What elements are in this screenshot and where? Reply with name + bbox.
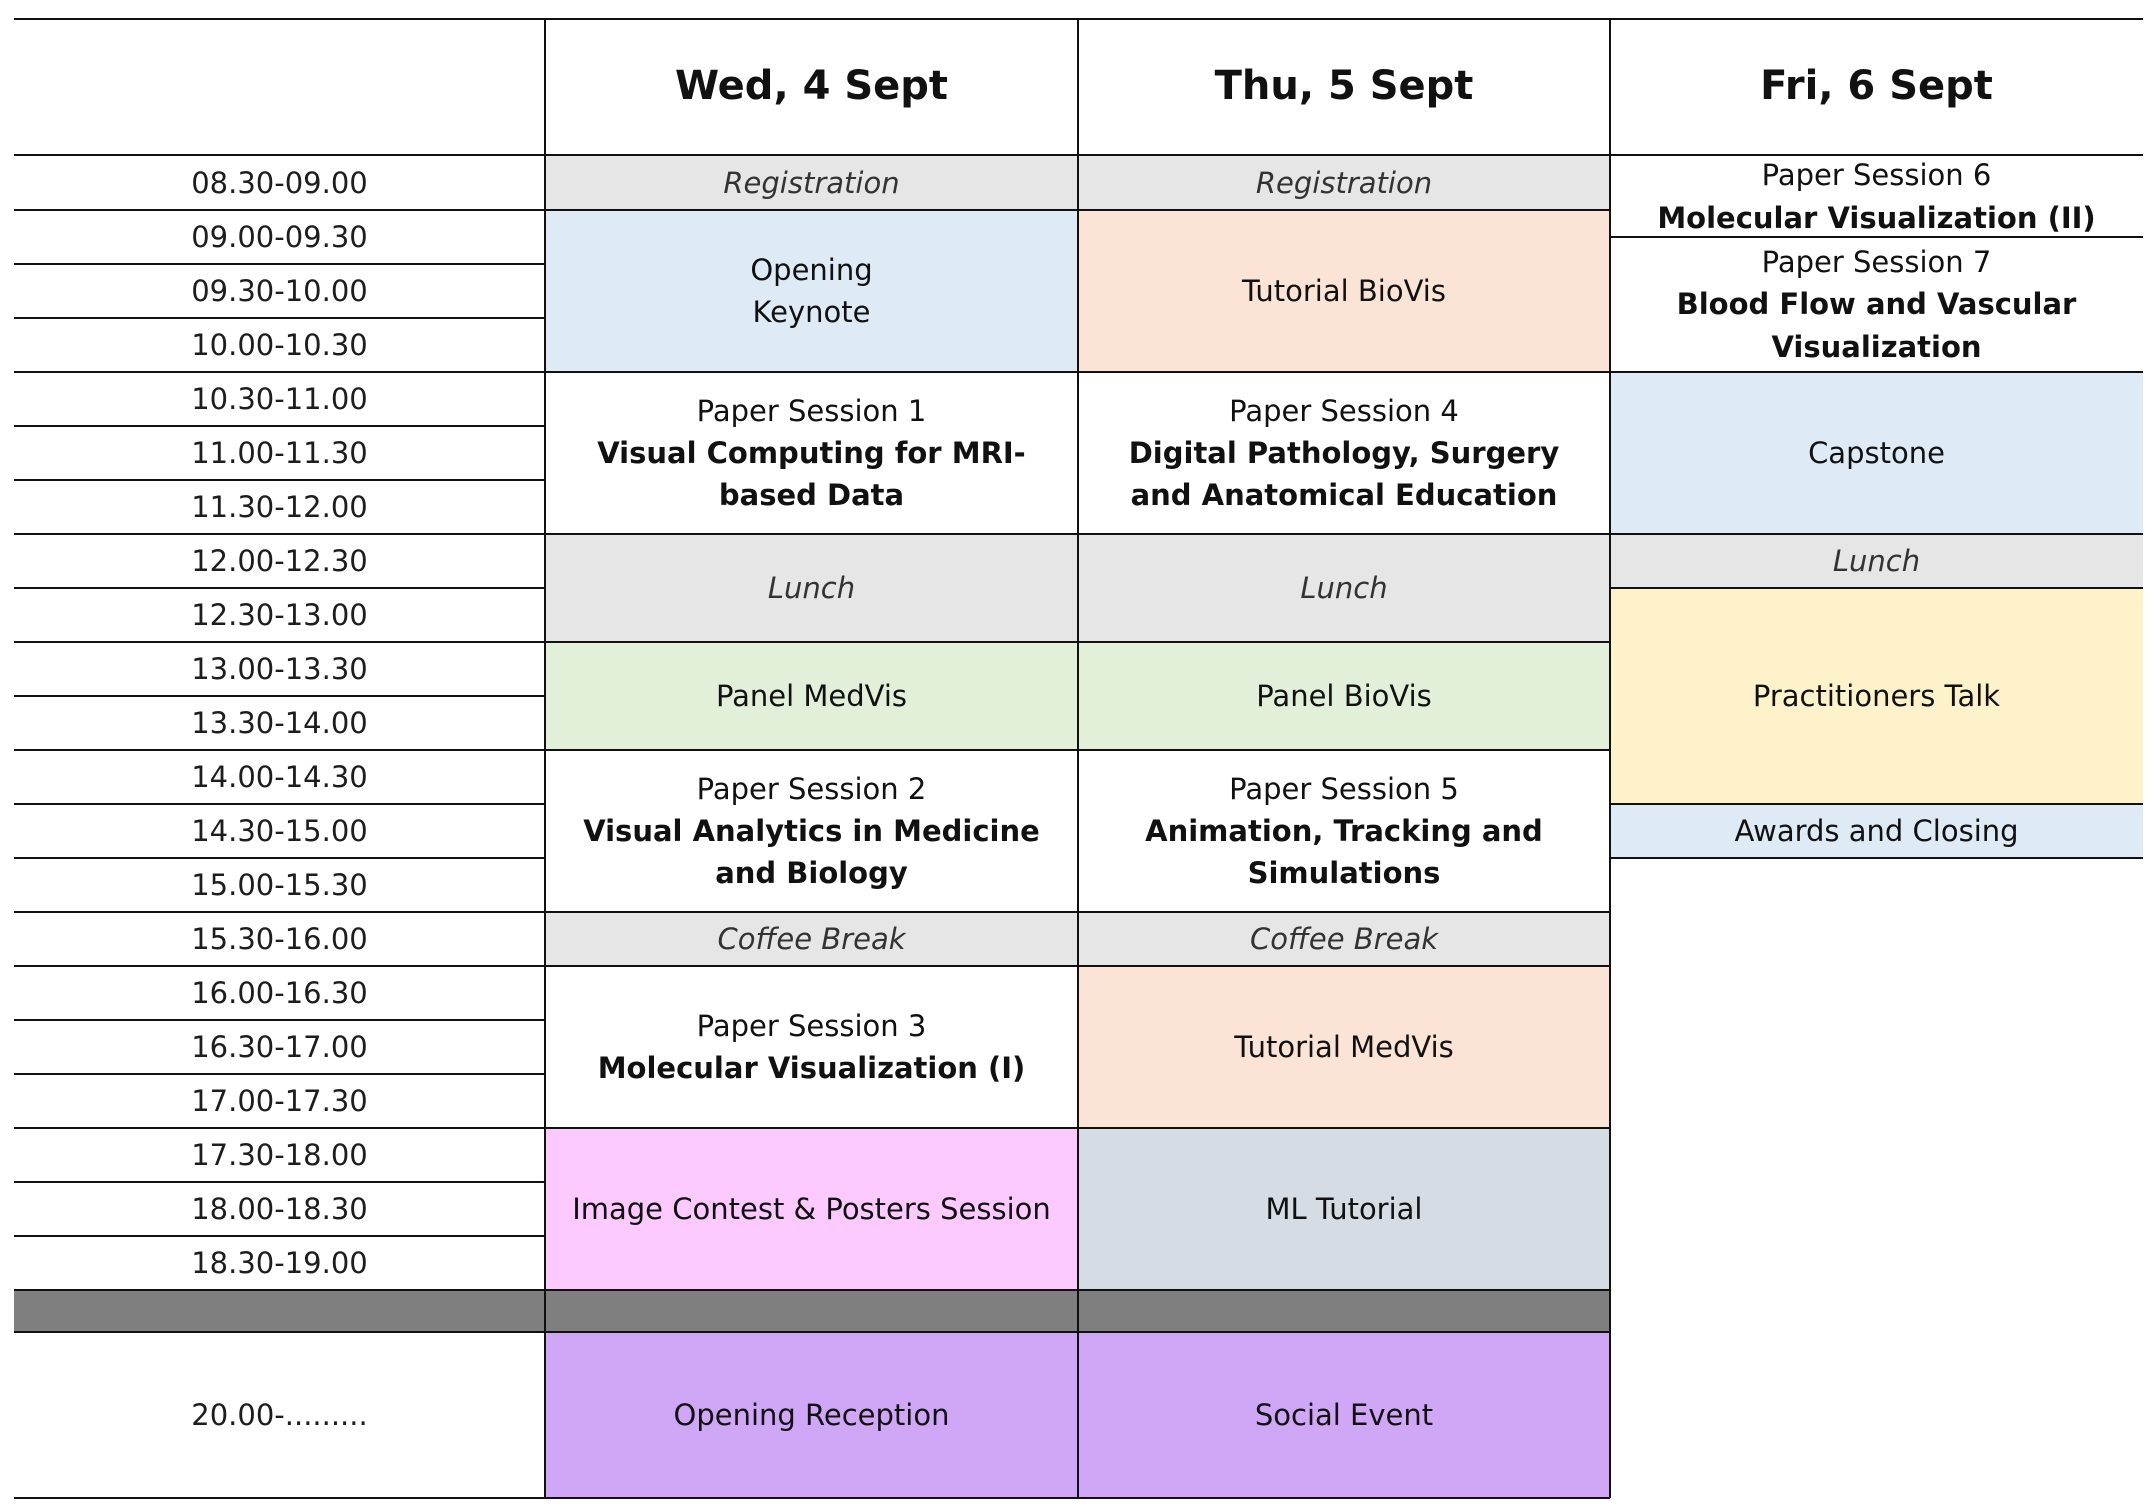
- grid-line: [1609, 18, 1611, 1498]
- grid-line: [14, 749, 545, 751]
- event-subtitle: Visual Analytics in Medicine and Biology: [583, 813, 1040, 891]
- day-header-fri: [1610, 18, 2143, 154]
- grid-line: [545, 749, 1078, 751]
- grid-line: [14, 965, 545, 967]
- time-slot: [14, 588, 545, 642]
- event-subtitle: Digital Pathology, Surgery and Anatomical Education: [1128, 435, 1560, 513]
- time-slot-label: 12.30-13.00: [191, 597, 368, 632]
- day-header-label: Thu, 5 Sept: [1214, 63, 1474, 109]
- grid-line: [14, 641, 545, 643]
- time-slot-label: 17.30-18.00: [191, 1137, 368, 1172]
- grid-line: [14, 587, 545, 589]
- grid-line: [545, 209, 1078, 211]
- grid-line: [1078, 965, 1610, 967]
- grid-line: [14, 1073, 545, 1075]
- event-title: Panel MedVis: [715, 678, 908, 713]
- event-tutorial-medvis: [1078, 966, 1610, 1128]
- time-slot: [14, 750, 545, 804]
- event-capstone: [1610, 372, 2143, 534]
- time-slot-label: 09.30-10.00: [191, 273, 368, 308]
- event-title: Opening: [750, 252, 873, 287]
- event-subtitle: Animation, Tracking and Simulations: [1145, 813, 1543, 891]
- time-slot: [14, 264, 545, 318]
- time-slot-label: 16.00-16.30: [191, 975, 368, 1010]
- grid-line: [1610, 587, 2143, 589]
- time-slot: [14, 1020, 545, 1074]
- grid-line: [1078, 749, 1610, 751]
- grid-line: [14, 479, 545, 481]
- time-slot-label: 15.00-15.30: [191, 867, 368, 902]
- day-header-thu: [1078, 18, 1610, 154]
- grid-line: [14, 371, 545, 373]
- grid-line: [14, 1331, 545, 1333]
- grid-line: [1610, 533, 2143, 535]
- event-opening-reception: [545, 1332, 1078, 1498]
- time-slot: [14, 534, 545, 588]
- event-title: Social Event: [1254, 1397, 1434, 1432]
- grid-line: [14, 425, 545, 427]
- time-slot-label: 10.00-10.30: [191, 327, 368, 362]
- grid-line: [545, 533, 1078, 535]
- time-slot-evening: [14, 1332, 545, 1498]
- time-slot: [14, 1074, 545, 1128]
- grid-line: [1610, 371, 2143, 373]
- grid-line: [1078, 641, 1610, 643]
- evening-separator: [14, 1290, 1610, 1332]
- time-slot-label: 18.30-19.00: [191, 1245, 368, 1280]
- grid-line: [545, 911, 1078, 913]
- time-slot: [14, 966, 545, 1020]
- event-title: Lunch: [767, 570, 856, 605]
- time-slot: [14, 426, 545, 480]
- event-social-event: [1078, 1332, 1610, 1498]
- event-title: Lunch: [1832, 543, 1921, 578]
- time-slot-label: 09.00-09.30: [191, 219, 368, 254]
- event-coffee-break: [545, 912, 1078, 966]
- event-awards-and-closing: [1610, 804, 2143, 858]
- day-header-wed: [545, 18, 1078, 154]
- event-lunch: [1078, 534, 1610, 642]
- event-blood-flow-and-vascular-visualization: [1610, 237, 2143, 372]
- grid-line: [1610, 857, 2143, 859]
- grid-line: [1078, 209, 1610, 211]
- time-slot-label: 11.00-11.30: [191, 435, 368, 470]
- grid-line: [14, 803, 545, 805]
- time-slot-label: 13.30-14.00: [191, 705, 368, 740]
- event-lunch: [545, 534, 1078, 642]
- time-slot-label: 11.30-12.00: [191, 489, 368, 524]
- time-slot-label: 20.00-.........: [191, 1397, 368, 1432]
- event-coffee-break: [1078, 912, 1610, 966]
- event-title: Tutorial MedVis: [1234, 1029, 1454, 1064]
- grid-line: [14, 533, 545, 535]
- event-subtitle: Molecular Visualization (II): [1657, 200, 2096, 235]
- grid-line: [1610, 236, 2143, 238]
- event-molecular-visualization-ii: [1610, 156, 2143, 237]
- event-title: Practitioners Talk: [1752, 678, 2001, 713]
- grid-line: [14, 911, 545, 913]
- event-image-contest-posters-session: [545, 1128, 1078, 1290]
- event-title: Opening Reception: [673, 1397, 950, 1432]
- event-panel-medvis: [545, 642, 1078, 750]
- time-slot-label: 12.00-12.30: [191, 543, 368, 578]
- grid-line: [14, 317, 545, 319]
- event-tutorial-biovis: [1078, 210, 1610, 372]
- time-slot-label: 10.30-11.00: [191, 381, 368, 416]
- time-slot: [14, 372, 545, 426]
- grid-line: [1078, 911, 1610, 913]
- time-slot: [14, 696, 545, 750]
- grid-line: [545, 1127, 1078, 1129]
- event-practitioners-talk: [1610, 588, 2143, 804]
- grid-line: [545, 641, 1078, 643]
- grid-line: [14, 695, 545, 697]
- event-title: Registration: [1255, 165, 1433, 200]
- grid-line: [1078, 371, 1610, 373]
- event-title: Paper Session 3: [696, 1008, 927, 1043]
- time-slot-label: 14.30-15.00: [191, 813, 368, 848]
- event-subtitle: Visual Computing for MRI-based Data: [597, 435, 1026, 513]
- event-lunch: [1610, 534, 2143, 588]
- event-title: Paper Session 4: [1229, 393, 1459, 428]
- time-slot-label: 08.30-09.00: [191, 165, 368, 200]
- event-title: Tutorial BioVis: [1242, 273, 1446, 308]
- grid-line: [14, 263, 545, 265]
- event-title: Paper Session 6: [1761, 158, 1992, 193]
- day-header-label: Wed, 4 Sept: [674, 63, 949, 109]
- event-title: Panel BioVis: [1256, 678, 1432, 713]
- event-title: Registration: [723, 165, 900, 200]
- event-ml-tutorial: [1078, 1128, 1610, 1290]
- time-slot: [14, 804, 545, 858]
- grid-line: [1610, 803, 2143, 805]
- event-subtitle: Molecular Visualization (I): [597, 1051, 1026, 1085]
- grid-line: [14, 1127, 545, 1129]
- event-title: Paper Session 2: [696, 771, 927, 806]
- grid-line: [14, 857, 545, 859]
- event-subtitle: Blood Flow and Vascular Visualization: [1676, 287, 2077, 364]
- event-title: Capstone: [1808, 435, 1945, 470]
- grid-line: [545, 371, 1078, 373]
- grid-line: [544, 18, 546, 1498]
- event-digital-pathology-surgery-and-anatomical-education: [1078, 372, 1610, 534]
- grid-line: [14, 1235, 545, 1237]
- time-slot: [14, 912, 545, 966]
- event-title: Awards and Closing: [1734, 813, 2019, 848]
- event-title: Paper Session 5: [1229, 771, 1459, 806]
- time-slot: [14, 210, 545, 264]
- event-molecular-visualization-i: [545, 966, 1078, 1128]
- event-subtitle: Keynote: [752, 295, 871, 329]
- grid-line: [14, 1497, 1610, 1499]
- grid-line: [1077, 18, 1079, 1498]
- grid-line: [14, 1019, 545, 1021]
- time-slot-label: 16.30-17.00: [191, 1029, 368, 1064]
- time-slot: [14, 480, 545, 534]
- grid-line: [1078, 1331, 1610, 1333]
- grid-line: [545, 1289, 1078, 1291]
- grid-line: [14, 209, 545, 211]
- time-slot-label: 17.00-17.30: [191, 1083, 368, 1118]
- grid-line: [1078, 1127, 1610, 1129]
- time-slot: [14, 1182, 545, 1236]
- grid-line: [1078, 533, 1610, 535]
- time-slot: [14, 1128, 545, 1182]
- event-title: Paper Session 7: [1761, 245, 1992, 280]
- day-header-label: Fri, 6 Sept: [1760, 63, 1993, 109]
- event-registration: [545, 156, 1078, 210]
- grid-line: [1078, 1289, 1610, 1291]
- time-slot-label: 18.00-18.30: [191, 1191, 368, 1226]
- event-title: ML Tutorial: [1265, 1191, 1423, 1226]
- time-slot-label: 15.30-16.00: [191, 921, 368, 956]
- grid-line: [14, 1289, 545, 1291]
- grid-line: [545, 1331, 1078, 1333]
- event-registration: [1078, 156, 1610, 210]
- event-title: Coffee Break: [1249, 921, 1439, 956]
- event-visual-analytics-in-medicine-and-biology: [545, 750, 1078, 912]
- time-slot: [14, 642, 545, 696]
- event-title: Lunch: [1300, 570, 1388, 605]
- grid-line: [545, 965, 1078, 967]
- event-title: Image Contest & Posters Session: [572, 1191, 1051, 1226]
- event-title: Paper Session 1: [696, 393, 927, 428]
- event-animation-tracking-and-simulations: [1078, 750, 1610, 912]
- time-slot-label: 14.00-14.30: [191, 759, 368, 794]
- time-slot: [14, 156, 545, 210]
- time-slot: [14, 318, 545, 372]
- event-keynote: [545, 210, 1078, 372]
- event-visual-computing-for-mri-based-data: [545, 372, 1078, 534]
- event-panel-biovis: [1078, 642, 1610, 750]
- time-slot-label: 13.00-13.30: [191, 651, 368, 686]
- time-slot: [14, 1236, 545, 1290]
- time-slot: [14, 858, 545, 912]
- event-title: Coffee Break: [717, 921, 906, 956]
- grid-line: [14, 1181, 545, 1183]
